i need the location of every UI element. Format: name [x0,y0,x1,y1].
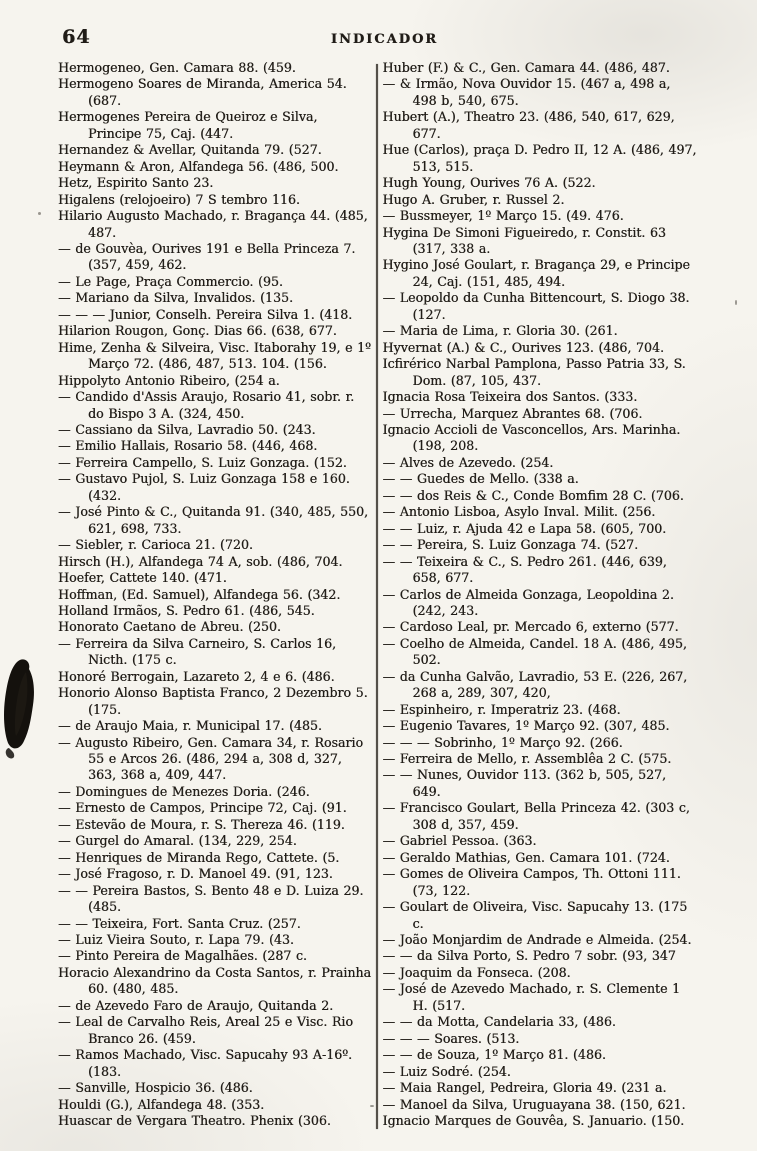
page-title: INDICADOR [330,32,439,47]
index-entry: — Cardoso Leal, pr. Mercado 6, externo (577. [382,619,679,635]
index-entry: — — dos Reis & C., Conde Bomfim 28 C. (706. [382,487,684,503]
index-entry: Ignacia Rosa Teixeira dos Santos. (333. [382,389,638,405]
index-entry: — Luiz Sodré. (254. [382,1063,511,1079]
index-entry: — Urrecha, Marquez Abrantes 68. (706. [382,405,643,421]
index-entry: — — — Sobrinho, 1º Março 92. (266. [382,734,623,750]
index-entry: Icfirérico Narbal Pamplona, Passo Patria 33, S. Dom. (87, 105, 437. [382,356,686,388]
index-entry: — Gurgel do Amaral. (134, 229, 254. [58,833,297,849]
index-entry: Houldi (G.), Alfandega 48. (353. [58,1096,265,1112]
index-entry: Hippolyto Antonio Ribeiro, (254 a. [58,372,280,388]
index-entry: — — Teixeira, Fort. Santa Cruz. (257. [58,915,301,931]
index-entry: — — Pereira, S. Luiz Gonzaga 74. (527. [382,537,639,553]
index-entry: — Maia Rangel, Pedreira, Gloria 49. (231 a. [382,1080,667,1096]
index-entry: Hygina De Simoni Figueiredo, r. Constit. 63 (317, 338 a. [382,224,666,256]
index-entry: — Candido d'Assis Araujo, Rosario 41, sobr. r. do Bispo 3 A. (324, 450. [58,389,355,421]
column-divider [376,64,378,1129]
index-entry: — Maria de Lima, r. Gloria 30. (261. [382,323,618,339]
index-entry: — Estevão de Moura, r. S. Thereza 46. (119. [58,816,345,832]
index-entry: Hubert (A.), Theatro 23. (486, 540, 617, 629, 677. [382,109,675,141]
index-entry: — — de Souza, 1º Março 81. (486. [382,1047,606,1063]
index-entry: — Carlos de Almeida Gonzaga, Leopoldina 2. (242, 243. [382,586,674,618]
page-header [60,26,709,52]
index-entry: Hygino José Goulart, r. Bragança 29, e Principe 24, Caj. (151, 485, 494. [382,257,690,289]
index-entry: — Alves de Azevedo. (254. [382,454,554,470]
index-entry: Ignacio Accioli de Vasconcellos, Ars. Marinha. (198, 208. [382,421,681,454]
index-entry: — — Guedes de Mello. (338 a. [382,471,579,487]
index-entry: — & Irmão, Nova Ouvidor 15. (467 a, 498 a, 498 b, 540, 675. [382,76,671,108]
index-entry: — Ramos Machado, Visc. Sapucahy 93 A-16º. (183. [58,1047,353,1079]
index-entry: — Gustavo Pujol, S. Luiz Gonzaga 158 e 160. (432. [58,471,350,503]
index-entry: Hirsch (H.), Alfandega 74 A, sob. (486, 704. [58,553,343,569]
index-entry: Hermogenes Pereira de Queiroz e Silva, Principe 75, Caj. (447. [58,109,318,141]
index-entry: — Pinto Pereira de Magalhães. (287 c. [58,948,307,964]
index-entry: — — da Motta, Candelaria 33, (486. [382,1014,616,1030]
index-entry: — Ferreira da Silva Carneiro, S. Carlos 16, Nicth. (175 c. [58,635,337,668]
index-entry: Hetz, Espirito Santo 23. [58,175,214,191]
index-entry: Hernandez & Avellar, Quitanda 79. (527. [58,142,322,158]
index-entry: — Cassiano da Silva, Lavradio 50. (243. [58,421,316,437]
index-entry: — João Monjardim de Andrade e Almeida. (254. [382,932,692,948]
index-entry: Hoffman, (Ed. Samuel), Alfandega 56. (342. [58,586,341,602]
index-entry: — Espinheiro, r. Imperatriz 23. (468. [382,701,621,717]
index-entry: — Antonio Lisboa, Asylo Inval. Milit. (256. [382,504,656,520]
paper-speck [735,300,737,305]
index-entry: Honorato Caetano de Abreu. (250. [58,619,281,635]
index-entry: Horacio Alexandrino da Costa Santos, r. Prainha 60. (480, 485. [58,964,372,997]
index-entry: — Leal de Carvalho Reis, Areal 25 e Visc. Rio Branco 26. (459. [58,1014,353,1046]
index-entry: — — Luiz, r. Ajuda 42 e Lapa 58. (605, 700. [382,520,667,536]
index-entry: Hugo A. Gruber, r. Russel 2. [382,191,565,207]
index-entry: — Gomes de Oliveira Campos, Th. Ottoni 111. (73, 122. [382,866,681,898]
index-entry: — José Fragoso, r. D. Manoel 49. (91, 123. [58,866,333,882]
index-entry: — — Nunes, Ouvidor 113. (362 b, 505, 527, 649. [382,767,667,799]
paper-speck [38,212,41,215]
paper-speck [370,1105,374,1107]
index-entry: — — Pereira Bastos, S. Bento 48 e D. Luiza 29. (485. [58,882,364,915]
index-entry: — Le Page, Praça Commercio. (95. [58,273,283,289]
ink-blot-shape [2,658,42,763]
index-entry: Hyvernat (A.) & C., Ourives 123. (486, 704. [382,339,664,355]
index-entry: — Joaquim da Fonseca. (208. [382,964,571,980]
index-entry: Honoré Berrogain, Lazareto 2, 4 e 6. (486. [58,668,335,684]
index-entry: — Emilio Hallais, Rosario 58. (446, 468. [58,438,318,454]
index-entry: — de Araujo Maia, r. Municipal 17. (485. [58,718,322,734]
ink-blot [2,658,42,763]
index-entry: — Henriques de Miranda Rego, Cattete. (5. [58,849,340,865]
index-entry: Heymann & Aron, Alfandega 56. (486, 500. [58,158,339,174]
index-entry: Huascar de Vergara Theatro. Phenix (306. [58,1113,331,1128]
index-entry: — José Pinto & C., Quitanda 91. (340, 485, 550, 621, 698, 733. [58,504,369,536]
index-entry: — Bussmeyer, 1º Março 15. (49. 476. [382,208,624,224]
index-entry: — Eugenio Tavares, 1º Março 92. (307, 485. [382,718,670,734]
index-entry: — Ferreira de Mello, r. Assemblêa 2 C. (575. [382,751,672,767]
index-entry: — — da Silva Porto, S. Pedro 7 sobr. (93, 347 [382,948,676,964]
index-entry: Ignacio Marques de Gouvêa, S. Januario. (150. [382,1113,685,1128]
index-entry: Higalens (relojoeiro) 7 S tembro 116. [58,191,300,207]
index-entry: Hermogeneo, Gen. Camara 88. (459. [58,60,296,75]
index-entry: — Augusto Ribeiro, Gen. Camara 34, r. Rosario 55 e Arcos 26. (486, 294 a, 308 d, 327, 363, 368 a, 409, 447. [58,734,364,783]
index-entry: Hermogeno Soares de Miranda, America 54. (687. [58,76,347,108]
index-entry: Holland Irmãos, S. Pedro 61. (486, 545. [58,602,315,618]
index-entry: Hime, Zenha & Silveira, Visc. Itaborahy 19, e 1º Março 72. (486, 487, 513. 104. (156. [58,339,371,372]
index-entry: Hugh Young, Ourives 76 A. (522. [382,175,596,191]
index-entry: — Ferreira Campello, S. Luiz Gonzaga. (152. [58,454,347,470]
index-entry: — Sanville, Hospicio 36. (486. [58,1080,253,1096]
index-entry: — — — Soares. (513. [382,1030,520,1046]
index-entry: Hue (Carlos), praça D. Pedro II, 12 A. (486, 497, 513, 515. [382,142,697,174]
index-entry: — Domingues de Menezes Doria. (246. [58,783,310,799]
index-entry: — — — Junior, Conselh. Pereira Silva 1. (418. [58,306,353,322]
index-entry: Hoefer, Cattete 140. (471. [58,570,227,586]
index-entry: — Ernesto de Campos, Principe 72, Caj. (91. [58,800,347,816]
page-number: 64 [62,26,91,48]
index-entry: — Gabriel Pessoa. (363. [382,833,537,849]
index-entry: — Mariano da Silva, Invalidos. (135. [58,290,293,306]
index-entry: Huber (F.) & C., Gen. Camara 44. (486, 487. [382,60,670,75]
index-entry: — Coelho de Almeida, Candel. 18 A. (486, 495, 502. [382,635,687,668]
index-entry: — José de Azevedo Machado, r. S. Clemente 1 H. (517. [382,981,681,1013]
index-entry: — — Teixeira & C., S. Pedro 261. (446, 639, 658, 677. [382,553,667,586]
index-entry: Honorio Alonso Baptista Franco, 2 Dezembro 5. (175. [58,685,368,717]
index-entry: — Luiz Vieira Souto, r. Lapa 79. (43. [58,932,294,948]
index-entry: — da Cunha Galvão, Lavradio, 53 E. (226, 267, 268 a, 289, 307, 420, [382,668,688,701]
index-entry: Hilario Augusto Machado, r. Bragança 44. (485, 487. [58,208,368,240]
index-entry: — de Azevedo Faro de Araujo, Quitanda 2. [58,997,334,1013]
index-entry: Hilarion Rougon, Gonç. Dias 66. (638, 677. [58,323,337,339]
index-entry: — Francisco Goulart, Bella Princeza 42. (303 c, 308 d, 357, 459. [382,800,690,832]
index-entry: — Goulart de Oliveira, Visc. Sapucahy 13. (175 c. [382,899,688,931]
index-entry: — Manoel da Silva, Uruguayana 38. (150, 621. [382,1096,686,1112]
left-column [58,60,372,1129]
index-entry: — Siebler, r. Carioca 21. (720. [58,537,253,553]
index-columns [58,60,697,1129]
index-entry: — Geraldo Mathias, Gen. Camara 101. (724. [382,849,670,865]
index-entry: — de Gouvèa, Ourives 191 e Bella Princeza 7. (357, 459, 462. [58,240,356,273]
index-entry: — Leopoldo da Cunha Bittencourt, S. Diogo 38. (127. [382,290,690,322]
right-column [383,60,697,1129]
